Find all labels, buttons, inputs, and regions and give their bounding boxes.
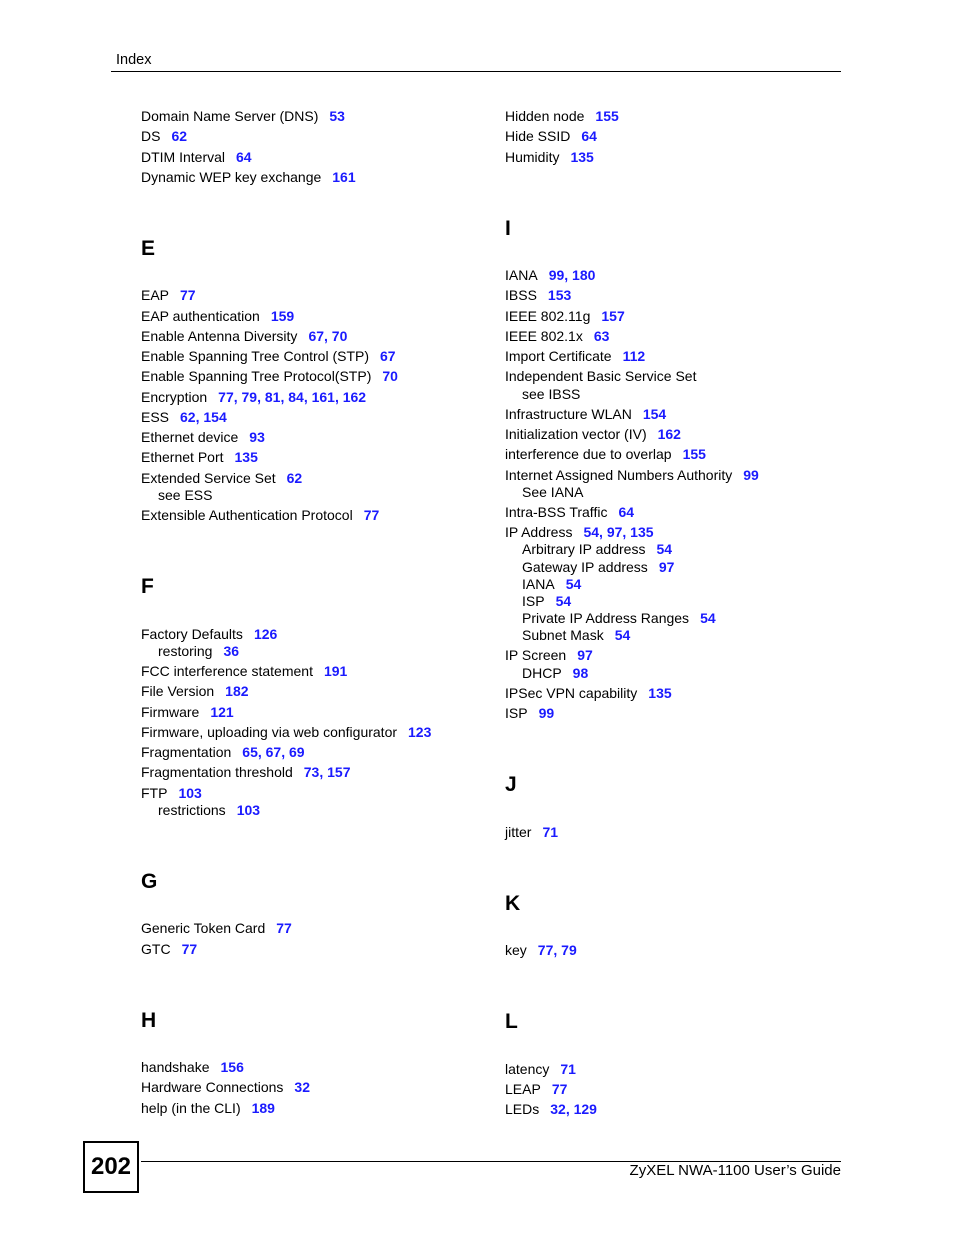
index-term: ISP <box>505 705 528 721</box>
index-term: Initialization vector (IV) <box>505 426 647 442</box>
page-references <box>615 627 631 643</box>
index-term: restoring <box>158 643 213 659</box>
page-link[interactable]: 54 <box>656 541 673 557</box>
index-term: Encryption <box>141 389 208 405</box>
page-references <box>542 824 558 840</box>
index-term: Extensible Authentication Protocol <box>141 507 353 523</box>
index-entry <box>505 1081 567 1098</box>
index-term: latency <box>505 1061 550 1077</box>
index-entry <box>505 128 597 145</box>
index-entry <box>141 409 227 426</box>
index-term: Fragmentation threshold <box>141 764 293 780</box>
page-references <box>648 685 671 701</box>
page-references <box>548 287 571 303</box>
index-entry <box>505 524 654 541</box>
index-term: interference due to overlap <box>505 446 672 462</box>
section-letter: H <box>141 1009 157 1032</box>
page-link[interactable]: 156 <box>220 1059 244 1075</box>
page-references <box>595 108 618 124</box>
index-subentry <box>522 559 674 576</box>
page-link[interactable]: 162 <box>342 389 367 405</box>
index-term: Factory Defaults <box>141 626 243 642</box>
page-references <box>583 524 653 540</box>
page-references <box>223 643 239 659</box>
index-term: FTP <box>141 785 168 801</box>
page-references <box>237 802 260 818</box>
page-link[interactable]: 97 <box>606 524 623 540</box>
page-link[interactable]: 36 <box>223 643 240 659</box>
index-entry <box>141 764 350 781</box>
page-link[interactable]: 123 <box>408 724 432 740</box>
page-references <box>643 406 666 422</box>
index-term: EAP <box>141 287 170 303</box>
page-references <box>549 267 596 283</box>
page-link[interactable]: 154 <box>203 409 227 425</box>
page-references <box>271 308 294 324</box>
page-separator: , <box>233 389 242 405</box>
page-link[interactable]: 73 <box>303 764 320 780</box>
index-subentry <box>522 610 716 627</box>
page-link[interactable]: 71 <box>560 1061 576 1077</box>
index-entry <box>141 287 196 304</box>
index-entry <box>505 446 706 463</box>
page-link[interactable]: 77 <box>181 941 198 957</box>
index-term: Infrastructure WLAN <box>505 406 632 422</box>
page-references <box>287 470 303 486</box>
page-link[interactable]: 135 <box>234 449 258 465</box>
page-references <box>550 1101 597 1117</box>
index-subentry <box>522 665 588 682</box>
page-link[interactable]: 126 <box>253 626 278 642</box>
index-term: Firmware, uploading via web configurator <box>141 724 398 740</box>
page-link[interactable]: 77 <box>551 1081 568 1097</box>
index-term: Hidden node <box>505 108 585 124</box>
index-entry <box>141 744 305 761</box>
index-subentry <box>522 541 672 558</box>
page-link[interactable]: 189 <box>251 1100 275 1116</box>
page-references <box>218 389 366 405</box>
page-separator: , <box>280 389 289 405</box>
page-link[interactable]: 161 <box>332 169 356 185</box>
page-link[interactable]: 62 <box>286 470 303 486</box>
page-link[interactable]: 77 <box>363 507 380 523</box>
page-link[interactable]: 64 <box>236 149 252 165</box>
index-subentry <box>522 627 630 644</box>
page-references <box>658 426 681 442</box>
index-entry <box>505 267 595 284</box>
page-references <box>180 287 196 303</box>
index-entry <box>505 1101 597 1118</box>
page-link[interactable]: 154 <box>642 406 667 422</box>
index-term: Intra-BSS Traffic <box>505 504 608 520</box>
index-term: Import Certificate <box>505 348 612 364</box>
page-references <box>570 149 593 165</box>
index-term: Enable Spanning Tree Protocol(STP) <box>141 368 372 384</box>
index-term: ISP <box>522 593 545 609</box>
page-link[interactable]: 62 <box>171 128 188 144</box>
page-link[interactable]: 135 <box>648 685 672 701</box>
index-term: see ESS <box>158 487 213 503</box>
page-number: 202 <box>83 1141 139 1193</box>
index-term: See IANA <box>522 484 584 500</box>
index-entry <box>505 308 625 325</box>
page-separator: , <box>281 744 289 760</box>
page-references <box>329 108 345 124</box>
page-link[interactable]: 129 <box>573 1101 597 1117</box>
page-link[interactable]: 69 <box>289 744 305 760</box>
page-references <box>683 446 706 462</box>
page-link[interactable]: 54 <box>583 524 600 540</box>
index-subentry <box>158 643 239 660</box>
page-references <box>538 942 577 958</box>
page-link[interactable]: 112 <box>622 348 646 364</box>
page-link[interactable]: 77 <box>218 389 234 405</box>
index-entry <box>141 169 356 186</box>
index-entry <box>505 368 696 385</box>
page-link[interactable]: 99 <box>743 467 759 483</box>
page-references <box>618 504 634 520</box>
page-link[interactable]: 182 <box>225 683 249 699</box>
page-references <box>566 576 582 592</box>
page-references <box>539 705 555 721</box>
index-entry <box>141 941 197 958</box>
index-term: IEEE 802.11g <box>505 308 591 324</box>
page-link[interactable]: 67 <box>380 348 396 364</box>
page-references <box>221 1059 244 1075</box>
page-link[interactable]: 155 <box>595 108 619 124</box>
page-link[interactable]: 71 <box>542 824 559 840</box>
page-link[interactable]: 32 <box>550 1101 566 1117</box>
index-subentry <box>522 386 580 403</box>
index-entry <box>505 287 571 304</box>
index-term: File Version <box>141 683 215 699</box>
page-separator: , <box>599 524 607 540</box>
index-term: Domain Name Server (DNS) <box>141 108 319 124</box>
page-separator: , <box>334 389 343 405</box>
page-references <box>577 647 593 663</box>
index-term: see IBSS <box>522 386 581 402</box>
index-entry <box>141 663 347 680</box>
index-term: ESS <box>141 409 170 425</box>
index-entry <box>141 429 265 446</box>
index-entry <box>141 308 294 325</box>
index-entry <box>141 328 347 345</box>
page-references <box>276 920 292 936</box>
page-separator: , <box>303 389 312 405</box>
index-entry <box>141 626 277 643</box>
index-entry <box>141 348 396 365</box>
page-references <box>659 559 675 575</box>
index-entry <box>141 785 202 802</box>
index-entry <box>505 149 594 166</box>
page-references <box>210 704 233 720</box>
index-term: DS <box>141 128 161 144</box>
page-link[interactable]: 103 <box>178 785 202 801</box>
page-link[interactable]: 162 <box>657 426 681 442</box>
page-link[interactable]: 54 <box>565 576 582 592</box>
page-separator: , <box>565 1101 574 1117</box>
page-link[interactable]: 54 <box>555 593 572 609</box>
index-term: handshake <box>141 1059 210 1075</box>
page-link[interactable]: 93 <box>249 429 265 445</box>
index-entry <box>505 504 634 521</box>
page-separator: , <box>257 389 265 405</box>
page-references <box>235 449 258 465</box>
index-term: Extended Service Set <box>141 470 276 486</box>
index-term: DHCP <box>522 665 562 681</box>
page-link[interactable]: 77 <box>180 287 196 303</box>
index-term: Private IP Address Ranges <box>522 610 690 626</box>
page-link[interactable]: 99 <box>538 705 555 721</box>
page-references <box>178 785 201 801</box>
page-link[interactable]: 53 <box>329 108 345 124</box>
page-separator: , <box>257 744 266 760</box>
index-term: Dynamic WEP key exchange <box>141 169 322 185</box>
page-references <box>700 610 716 626</box>
index-term: Enable Antenna Diversity <box>141 328 298 344</box>
index-subentry <box>522 484 583 501</box>
page-references <box>364 507 380 523</box>
page-references <box>552 1081 568 1097</box>
index-entry <box>141 507 379 524</box>
page-link[interactable]: 64 <box>581 128 597 144</box>
index-subentry <box>522 576 581 593</box>
page-references <box>382 368 398 384</box>
page-separator: , <box>324 328 332 344</box>
page-link[interactable]: 161 <box>311 389 335 405</box>
index-entry <box>505 348 645 365</box>
page-link[interactable]: 97 <box>658 559 675 575</box>
index-entry <box>505 647 593 664</box>
page-link[interactable]: 54 <box>614 627 631 643</box>
page-references <box>560 1061 576 1077</box>
index-term: IBSS <box>505 287 537 303</box>
page-references <box>225 683 248 699</box>
page-references <box>171 128 187 144</box>
page-link[interactable]: 81 <box>264 389 281 405</box>
index-term: Generic Token Card <box>141 920 266 936</box>
page-link[interactable]: 98 <box>572 665 589 681</box>
index-term: Firmware <box>141 704 200 720</box>
index-term: DTIM Interval <box>141 149 226 165</box>
page-references <box>623 348 646 364</box>
page-separator: , <box>319 764 328 780</box>
page-link[interactable]: 103 <box>236 802 261 818</box>
index-term: IP Address <box>505 524 573 540</box>
page-references <box>581 128 597 144</box>
section-letter: I <box>505 217 511 240</box>
section-letter: E <box>141 237 156 260</box>
index-term: Subnet Mask <box>522 627 604 643</box>
page-link[interactable]: 77 <box>276 920 292 936</box>
page-references <box>252 1100 275 1116</box>
section-letter: L <box>505 1010 518 1033</box>
page-link[interactable]: 121 <box>210 704 234 720</box>
index-entry <box>141 449 258 466</box>
page-references <box>380 348 396 364</box>
running-header: Index <box>116 52 152 68</box>
page-link[interactable]: 79 <box>241 389 258 405</box>
index-term: IPSec VPN capability <box>505 685 638 701</box>
index-term: Humidity <box>505 149 560 165</box>
section-letter: J <box>505 773 517 796</box>
index-term: LEDs <box>505 1101 540 1117</box>
page-link[interactable]: 63 <box>593 328 610 344</box>
page-link[interactable]: 67 <box>265 744 282 760</box>
guide-title: ZyXEL NWA-1100 User’s Guide <box>629 1162 841 1179</box>
index-term: Hide SSID <box>505 128 571 144</box>
index-term: restrictions <box>158 802 226 818</box>
page-link[interactable]: 157 <box>327 764 351 780</box>
page-references <box>294 1079 310 1095</box>
index-term: Gateway IP address <box>522 559 648 575</box>
page-separator: , <box>195 409 204 425</box>
index-entry <box>505 705 554 722</box>
index-entry <box>141 724 431 741</box>
page-references <box>308 328 347 344</box>
index-subentry <box>522 593 571 610</box>
index-term: IANA <box>522 576 555 592</box>
page-references <box>180 409 227 425</box>
page-separator: , <box>622 524 631 540</box>
section-letter: G <box>141 870 158 893</box>
page-link[interactable]: 84 <box>288 389 304 405</box>
page-link[interactable]: 70 <box>331 328 348 344</box>
page-link[interactable]: 62 <box>180 409 196 425</box>
index-term: jitter <box>505 824 532 840</box>
page-link[interactable]: 65 <box>242 744 258 760</box>
page-references <box>594 328 610 344</box>
index-term: GTC <box>141 941 171 957</box>
index-entry <box>141 1059 244 1076</box>
page-link[interactable]: 54 <box>700 610 716 626</box>
page-link[interactable]: 32 <box>294 1079 310 1095</box>
page-separator: , <box>564 267 573 283</box>
index-entry <box>505 685 672 702</box>
index-entry <box>141 920 292 937</box>
index-entry <box>141 1100 275 1117</box>
page-separator: , <box>553 942 562 958</box>
index-term: EAP authentication <box>141 308 260 324</box>
index-entry <box>505 328 609 345</box>
page-references <box>249 429 265 445</box>
index-term: IP Screen <box>505 647 567 663</box>
index-term: help (in the CLI) <box>141 1100 241 1116</box>
page-link[interactable]: 77 <box>537 942 554 958</box>
page-link[interactable]: 64 <box>618 504 635 520</box>
index-entry <box>505 467 759 484</box>
page-references <box>656 541 672 557</box>
page-link[interactable]: 157 <box>601 308 625 324</box>
index-term: Fragmentation <box>141 744 232 760</box>
page-references <box>254 626 277 642</box>
index-entry <box>141 108 345 125</box>
index-entry <box>141 149 252 166</box>
page-references <box>332 169 355 185</box>
page-link[interactable]: 153 <box>547 287 572 303</box>
page-references <box>556 593 572 609</box>
index-term: IANA <box>505 267 538 283</box>
page-references <box>236 149 252 165</box>
index-entry <box>505 942 577 959</box>
index-entry <box>141 389 366 406</box>
index-term: Independent Basic Service Set <box>505 368 697 384</box>
index-entry <box>141 683 249 700</box>
index-term: LEAP <box>505 1081 541 1097</box>
index-entry <box>141 368 398 385</box>
index-term: Arbitrary IP address <box>522 541 646 557</box>
page-link[interactable]: 99 <box>548 267 565 283</box>
index-term: key <box>505 942 527 958</box>
page-link[interactable]: 155 <box>682 446 706 462</box>
index-subentry <box>158 487 212 504</box>
index-term: Hardware Connections <box>141 1079 284 1095</box>
page-link[interactable]: 97 <box>577 647 593 663</box>
index-entry <box>141 470 302 487</box>
page-references <box>242 744 304 760</box>
page-references <box>743 467 759 483</box>
index-entry <box>505 108 619 125</box>
index-term: IEEE 802.1x <box>505 328 583 344</box>
page-link[interactable]: 135 <box>570 149 594 165</box>
page-references <box>573 665 589 681</box>
page-link[interactable]: 180 <box>572 267 596 283</box>
page-link[interactable]: 79 <box>561 942 577 958</box>
page-link[interactable]: 70 <box>382 368 398 384</box>
index-term: Ethernet Port <box>141 449 224 465</box>
index-entry <box>141 128 187 145</box>
index-entry <box>141 704 234 721</box>
page-references <box>408 724 431 740</box>
page-link[interactable]: 135 <box>630 524 654 540</box>
index-subentry <box>158 802 260 819</box>
index-entry <box>505 824 558 841</box>
page-references <box>304 764 351 780</box>
section-letter: F <box>141 575 154 598</box>
index-entry <box>505 406 666 423</box>
page-link[interactable]: 159 <box>270 308 295 324</box>
index-term: Enable Spanning Tree Control (STP) <box>141 348 370 364</box>
index-entry <box>141 1079 310 1096</box>
page-link[interactable]: 191 <box>323 663 348 679</box>
header-rule <box>111 71 841 72</box>
page-references <box>601 308 624 324</box>
page-references <box>182 941 198 957</box>
index-entry <box>505 1061 576 1078</box>
section-letter: K <box>505 892 521 915</box>
page-link[interactable]: 67 <box>308 328 325 344</box>
index-entry <box>505 426 681 443</box>
index-term: Ethernet device <box>141 429 239 445</box>
index-term: Internet Assigned Numbers Authority <box>505 467 733 483</box>
index-term: FCC interference statement <box>141 663 313 679</box>
page-references <box>324 663 347 679</box>
